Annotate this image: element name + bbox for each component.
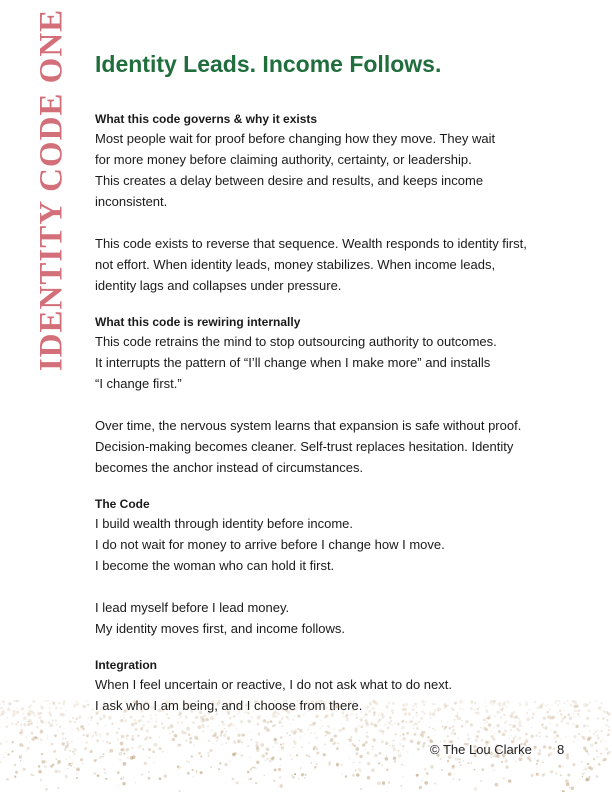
text-line: Over time, the nervous system learns that expansion is safe without proof. <box>95 418 522 433</box>
paragraph <box>95 513 575 576</box>
text-line: This creates a delay between desire and results, and keeps income <box>95 173 484 188</box>
page-number: 8 <box>557 742 565 757</box>
text-line: identity lags and collapses under pressure. <box>95 278 342 293</box>
paragraph <box>95 331 575 394</box>
footer-copyright: © The Lou Clarke <box>430 742 532 757</box>
paragraph <box>95 597 575 639</box>
text-line: becomes the anchor instead of circumstances. <box>95 460 364 475</box>
text-line: I become the woman who can hold it first. <box>95 558 335 573</box>
text-line: inconsistent. <box>95 194 168 209</box>
text-line: I ask who I am being, and I choose from there. <box>95 698 363 713</box>
section-heading: The Code <box>95 497 150 511</box>
text-line: I do not wait for money to arrive before I change how I move. <box>95 537 445 552</box>
text-line: I lead myself before I lead money. <box>95 600 290 615</box>
text-line: My identity moves first, and income follows. <box>95 621 345 636</box>
text-line: not effort. When identity leads, money stabilizes. When income leads, <box>95 257 496 272</box>
text-line: Most people wait for proof before changing how they move. They wait <box>95 131 496 146</box>
text-line: When I feel uncertain or reactive, I do not ask what to do next. <box>95 677 452 692</box>
section-heading: What this code governs & why it exists <box>95 112 318 126</box>
content-body <box>95 110 575 716</box>
section-heading: Integration <box>95 658 157 672</box>
text-line: I build wealth through identity before income. <box>95 516 353 531</box>
text-line: for more money before claiming authority, certainty, or leadership. <box>95 152 472 167</box>
text-line: This code retrains the mind to stop outsourcing authority to outcomes. <box>95 334 497 349</box>
text-line: It interrupts the pattern of “I’ll change when I make more” and installs <box>95 355 491 370</box>
paragraph <box>95 128 575 212</box>
text-line: Decision-making becomes cleaner. Self-trust replaces hesitation. Identity <box>95 439 514 454</box>
section-heading: What this code is rewiring internally <box>95 315 301 329</box>
paragraph <box>95 233 575 296</box>
page-title: Identity Leads. Income Follows. <box>95 51 442 77</box>
paragraph <box>95 415 575 478</box>
side-label: IDENTITY CODE ONE <box>33 8 70 372</box>
text-line: This code exists to reverse that sequence. Wealth responds to identity first, <box>95 236 527 251</box>
text-line: “I change first.” <box>95 376 182 391</box>
